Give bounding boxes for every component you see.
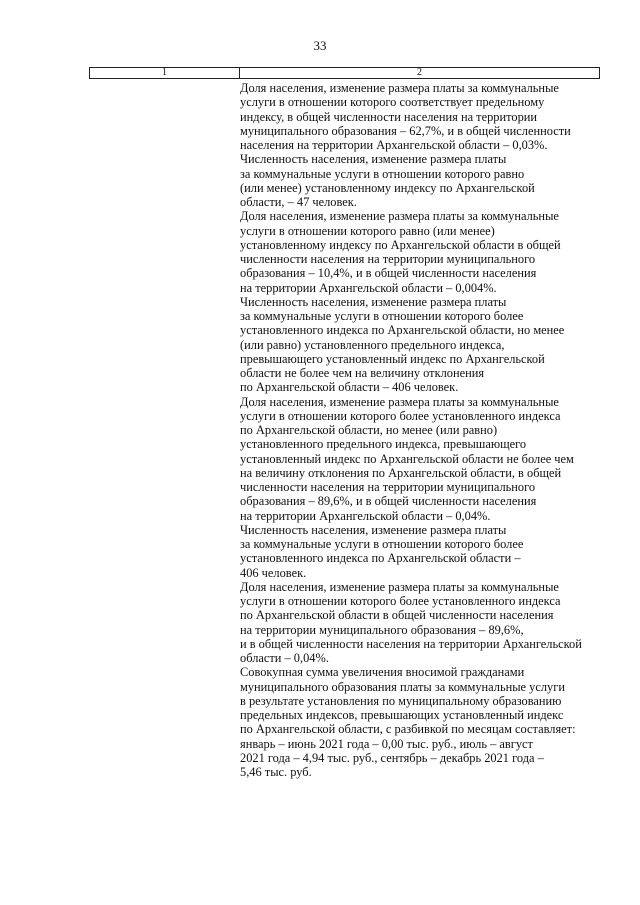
table-cell-text [240, 81, 605, 779]
text-line: Численность населения, изменение размера платы [240, 294, 507, 309]
text-line: установленному индексу по Архангельской области в общей [240, 237, 561, 252]
paragraph [240, 665, 605, 779]
text-line: в результате установления по муниципальному образованию [240, 693, 562, 708]
text-line: индексу, в общей численности населения на территории [240, 109, 538, 124]
text-line: услуги в отношении которого более установленного индекса [240, 408, 561, 423]
text-line: Доля населения, изменение размера платы за коммунальные [240, 394, 559, 409]
page-number: 33 [313, 38, 327, 53]
text-line: Доля населения, изменение размера платы за коммунальные [240, 209, 559, 224]
text-line: установленного предельного индекса, превышающего [240, 437, 527, 452]
text-line: январь – июнь 2021 года – 0,00 тыс. руб., июль – август [240, 736, 533, 751]
text-line: области не более чем на величину отклонения [240, 366, 485, 380]
text-line: на территории Архангельской области – 0,04%. [240, 508, 491, 523]
text-line: муниципального образования – 62,7%, и в общей численности [240, 123, 571, 138]
text-line: Численность населения, изменение размера платы [240, 152, 507, 167]
text-line: численности населения на территории муниципального [240, 480, 536, 494]
text-line: области, – 47 человек. [240, 195, 357, 209]
text-line: (или менее) установленному индексу по Архангельской [240, 180, 535, 195]
text-line: за коммунальные услуги в отношении которого более [240, 537, 524, 551]
paragraph [240, 209, 605, 295]
text-line: Доля населения, изменение размера платы за коммунальные [240, 579, 559, 594]
text-line: за коммунальные услуги в отношении которого равно [240, 166, 525, 181]
text-line: и в общей численности населения на территории Архангельской [240, 636, 582, 651]
text-line: (или равно) установленного предельного индекса, [240, 337, 505, 352]
text-line: 406 человек. [240, 565, 307, 580]
text-line: предельных индексов, превышающих установленный индекс [240, 708, 564, 722]
text-line: на территории муниципального образования – 89,6%, [240, 622, 524, 637]
text-line: за коммунальные услуги в отношении которого более [240, 309, 524, 323]
text-line: установленного индекса по Архангельской области, но менее [240, 323, 565, 338]
text-line: услуги в отношении которого равно (или менее) [240, 223, 495, 238]
text-line: образования – 10,4%, и в общей численности населения [240, 266, 537, 281]
text-line: численности населения на территории муниципального [240, 252, 536, 266]
text-line: Совокупная сумма увеличения вносимой гражданами [240, 665, 525, 680]
text-line: превышающего установленный индекс по Архангельской [240, 351, 545, 366]
text-line: 5,46 тыс. руб. [240, 765, 312, 779]
text-line: по Архангельской области – 406 человек. [240, 380, 459, 395]
paragraph [240, 81, 605, 152]
text-line: услуги в отношении которого более установленного индекса [240, 594, 561, 608]
text-line: по Архангельской области в общей численности населения [240, 608, 554, 623]
text-line: Доля населения, изменение размера платы за коммунальные [240, 81, 559, 95]
paragraph [240, 580, 605, 666]
paragraph [240, 152, 605, 209]
text-line: услуги в отношении которого соответствует предельному [240, 95, 545, 110]
text-line: Численность населения, изменение размера платы [240, 522, 507, 537]
paragraph [240, 523, 605, 580]
text-line: населения на территории Архангельской области – 0,03%. [240, 138, 548, 152]
text-line: установленный индекс по Архангельской области не более чем [240, 451, 574, 466]
paragraph [240, 295, 605, 395]
column-number-1: 1 [90, 68, 240, 78]
text-line: образования – 89,6%, и в общей численности населения [240, 494, 537, 509]
column-number-2: 2 [417, 67, 422, 78]
text-line: муниципального образования платы за коммунальные услуги [240, 679, 565, 694]
text-line: на территории Архангельской области – 0,004%. [240, 280, 497, 295]
paragraph [240, 395, 605, 523]
text-line: по Архангельской области, с разбивкой по месяцам составляет: [240, 722, 576, 737]
text-line: 2021 года – 4,94 тыс. руб., сентябрь – декабрь 2021 года – [240, 750, 544, 765]
text-line: установленного индекса по Архангельской области – [240, 551, 521, 566]
text-line: по Архангельской области, но менее (или равно) [240, 423, 498, 437]
text-line: области – 0,04%. [240, 651, 329, 665]
text-line: на величину отклонения по Архангельской области, в общей [240, 465, 562, 480]
table-header-row [89, 67, 600, 79]
